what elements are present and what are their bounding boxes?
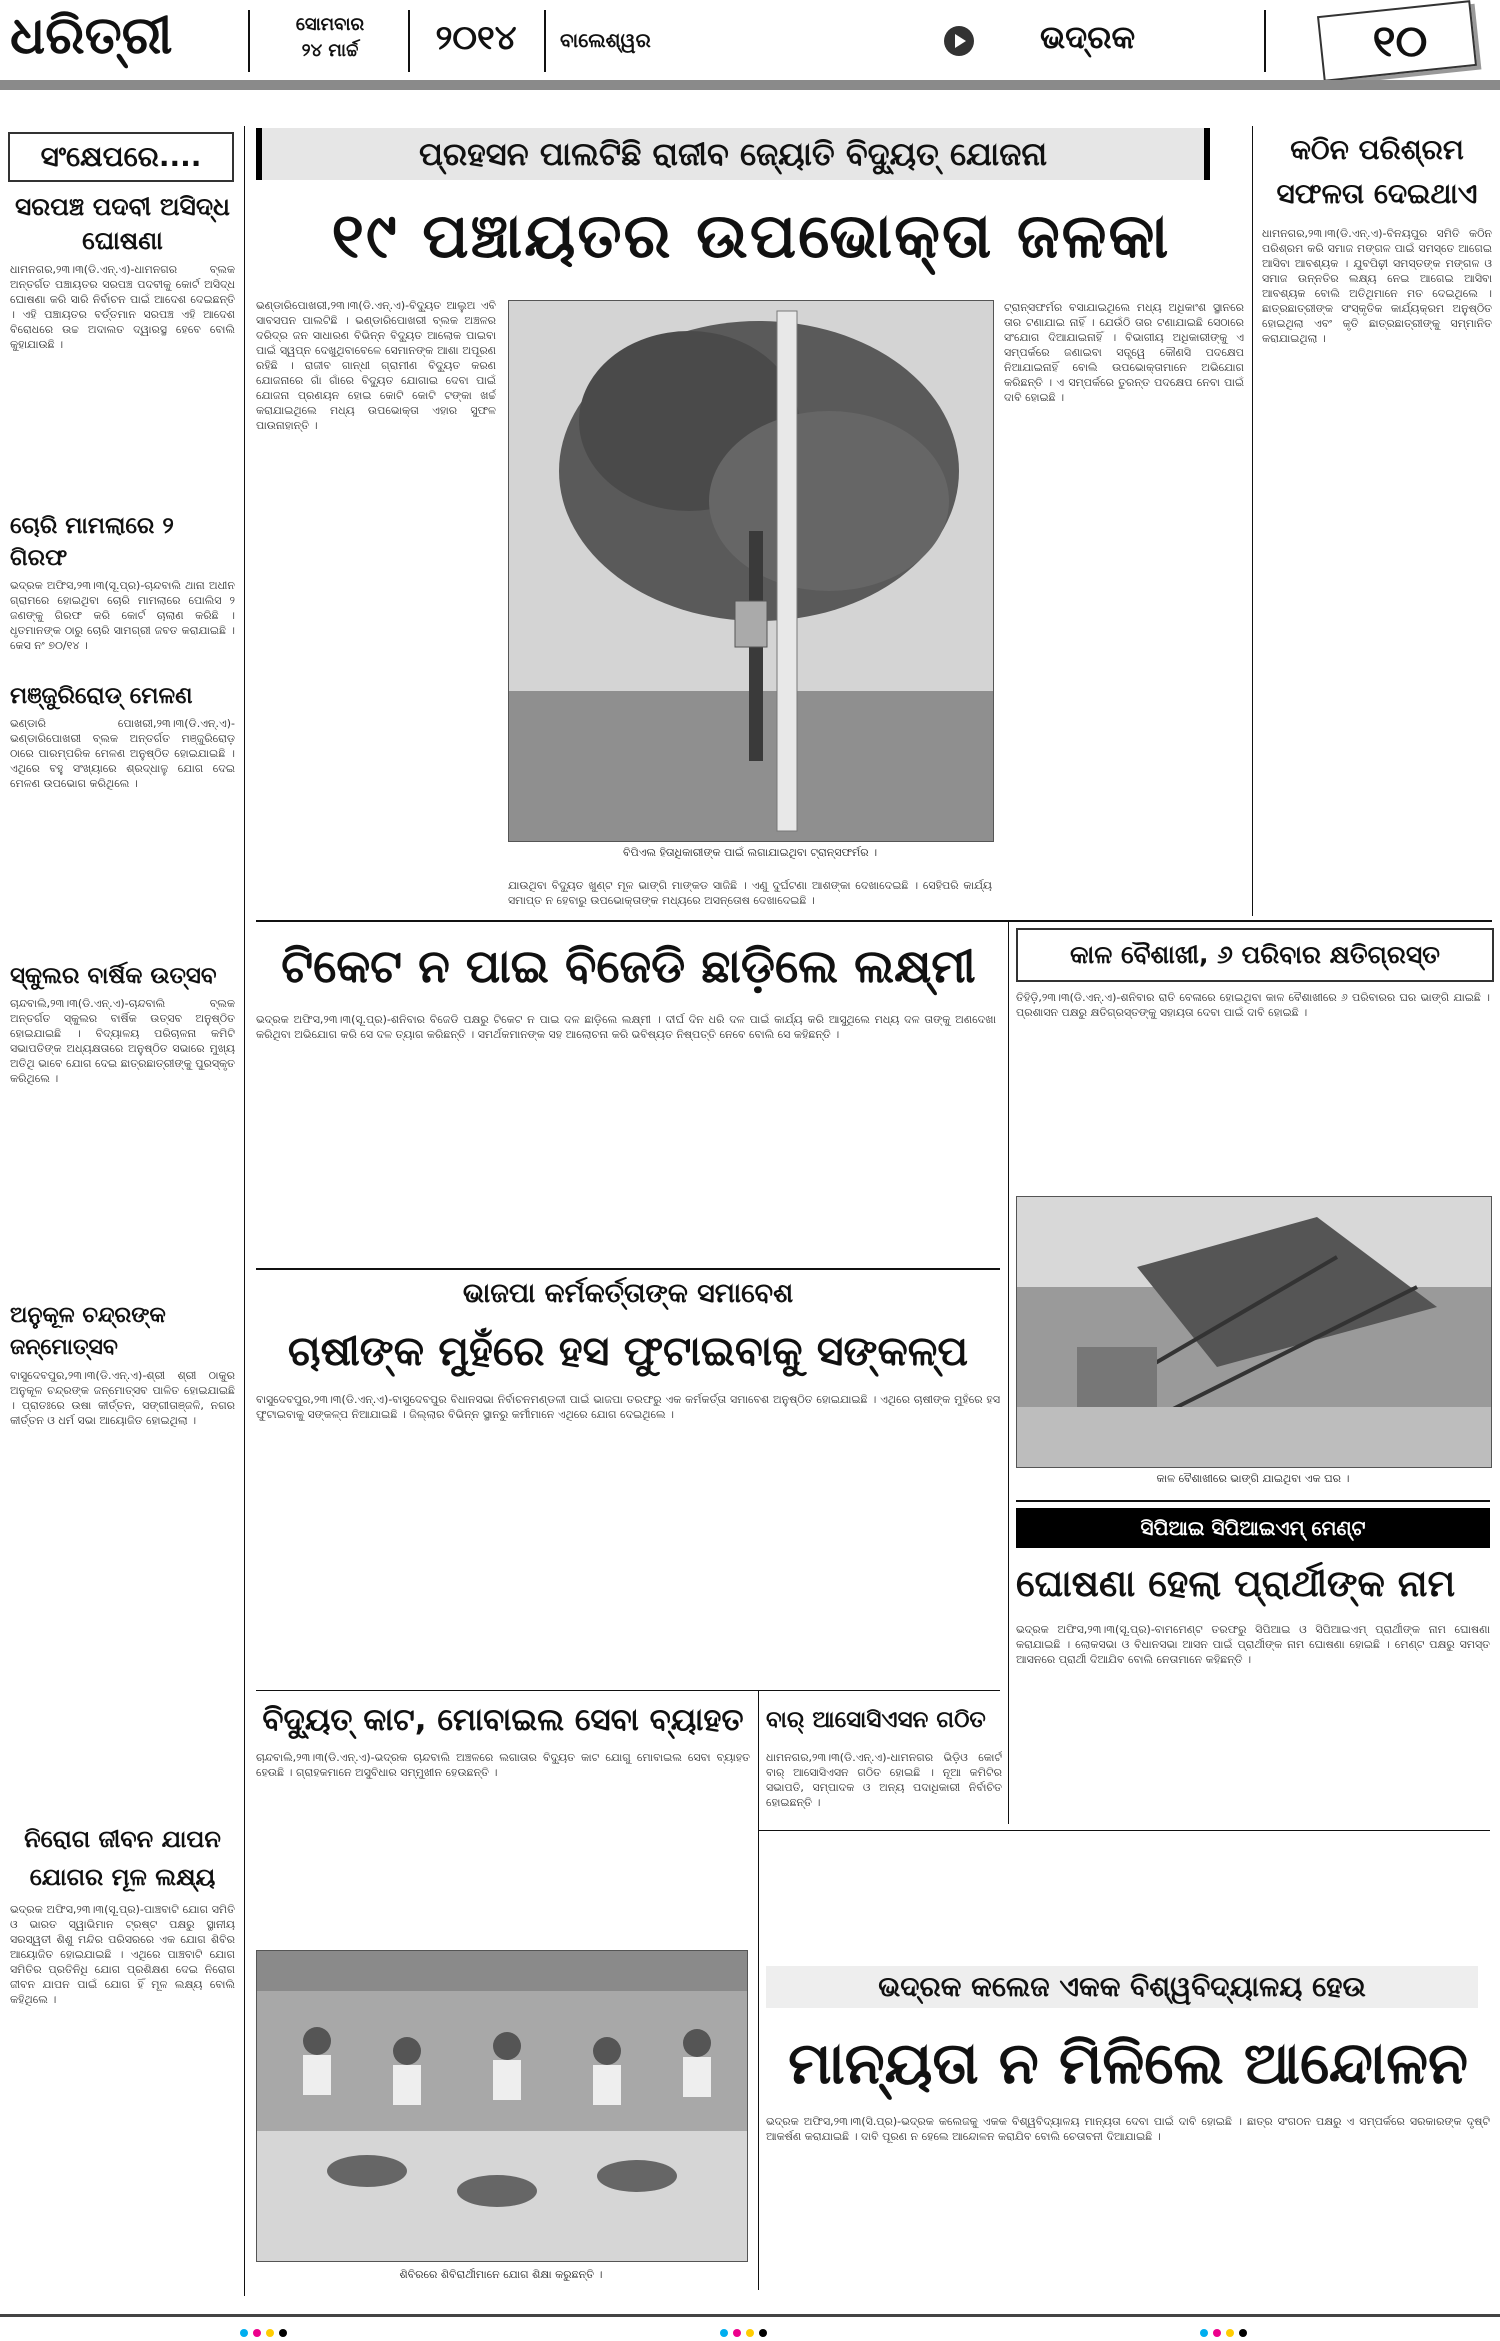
page-number: ୧୦: [1372, 16, 1428, 67]
storm-body: ତିହିଡ଼ି,୨୩।୩(ଡି.ଏନ୍.ଏ)-ଶନିବାର ରାତି ବେଳାରେ ହୋଇଥିବା କାଳ ବୈଶାଖୀରେ ୬ ପରିବାରର ଘର ଭାଙ୍ଗି ଯାଇଛି । ପ୍ରଶାସନ ପକ୍ଷରୁ କ୍ଷତିଗ୍ରସ୍ତଙ୍କୁ ସହାୟତା ଦେବା ପାଇଁ ଦାବି ହୋଇଛି ।: [1016, 991, 1490, 1019]
masthead-day: ସୋମବାର: [295, 14, 365, 35]
bjp-kicker: ଭାଜପା କର୍ମକର୍ତ୍ତାଙ୍କ ସମାବେଶ: [462, 1278, 794, 1309]
tree-electric-pole-illustration: [509, 301, 993, 841]
brief-item: [10, 1820, 235, 2282]
right-top-headline: କଠିନ ପରିଶ୍ରମ ସଫଳତା ଦେଇଥାଏ: [1276, 133, 1478, 210]
storm-headline: କାଳ ବୈଶାଖୀ, ୬ ପରିବାର କ୍ଷତିଗ୍ରସ୍ତ: [1016, 928, 1494, 982]
cpi-headline: ଘୋଷଣା ହେଲା ପ୍ରାର୍ଥୀଙ୍କ ନାମ: [1016, 1562, 1456, 1605]
masthead-edition: ବାଲେଶ୍ୱର: [560, 28, 651, 52]
masthead: [0, 0, 1500, 82]
masthead-section: ଭଦ୍ରକ: [1040, 18, 1136, 56]
brief-title: ଅନୁକୂଳ ଚନ୍ଦ୍ରଙ୍କ ଜନ୍ମୋତ୍ସବ: [10, 1303, 166, 1360]
lead-photo: [508, 300, 994, 842]
registration-mark: [720, 2322, 767, 2341]
bar-body: ଧାମନଗର,୨୩।୩(ଡି.ଏନ୍.ଏ)-ଧାମନଗର ଭିଡ଼ିଓ କୋର୍ଟ ବାର୍ ଆସୋସିଏସନ ଗଠିତ ହୋଇଛି । ନୂଆ କମିଟିର ସଭାପତି, ସମ୍ପାଦକ ଓ ଅନ୍ୟ ପଦାଧିକାରୀ ନିର୍ବାଚିତ ହୋଇଛନ୍ତି ।: [766, 1751, 1002, 1809]
yoga-camp-illustration: [257, 1951, 747, 2261]
brief-title: ନିରୋଗ ଜୀବନ ଯାପନ ଯୋଗର ମୂଳ ଲକ୍ଷ୍ୟ: [24, 1825, 221, 1891]
bjp-headline: ଚାଷୀଙ୍କ ମୁହଁରେ ହସ ଫୁଟାଇବାକୁ ସଙ୍କଳ୍ପ: [287, 1327, 969, 1375]
storm-photo: [1016, 1196, 1492, 1468]
brief-body: ଭଣ୍ଡାରି ପୋଖରୀ,୨୩।୩(ଡି.ଏନ୍.ଏ)-ଭଣ୍ଡାରିପୋଖରୀ ବ୍ଲକ ଅନ୍ତର୍ଗତ ମଞ୍ଜୁରିରୋଡ଼ ଠାରେ ପାରମ୍ପରିକ ମେଳଣ ଅନୁଷ୍ଠିତ ହୋଇଯାଇଛି । ଏଥିରେ ବହୁ ସଂଖ୍ୟାରେ ଶ୍ରଦ୍ଧାଳୁ ଯୋଗ ଦେଇ ମେଳଣ ଉପଭୋଗ କରିଥିଲେ ।: [10, 717, 235, 790]
power-body: ଚାନ୍ଦବାଲି,୨୩।୩(ଡି.ଏନ୍.ଏ)-ଭଦ୍ରକ ଚାନ୍ଦବାଲି ଅଞ୍ଚଳରେ ଲଗାତାର ବିଦ୍ୟୁତ କାଟ ଯୋଗୁ ମୋବାଇଲ ସେବା ବ୍ୟାହତ ହେଉଛି । ଗ୍ରାହକମାନେ ଅସୁବିଧାର ସମ୍ମୁଖୀନ ହେଉଛନ୍ତି ।: [256, 1751, 750, 1779]
bar-headline: ବାର୍ ଆସୋସିଏସନ ଗଠିତ: [766, 1707, 986, 1733]
yoga-photo: [256, 1950, 748, 2262]
power-headline: ବିଦ୍ୟୁତ୍ କାଟ, ମୋବାଇଲ ସେବା ବ୍ୟାହତ: [262, 1702, 744, 1738]
registration-mark: [240, 2322, 287, 2341]
brief-body: ବାସୁଦେବପୁର,୨୩।୩(ଡି.ଏନ୍.ଏ)-ଶ୍ରୀ ଶ୍ରୀ ଠାକୁର ଅନୁକୂଳ ଚନ୍ଦ୍ରଙ୍କ ଜନ୍ମୋତ୍ସବ ପାଳିତ ହୋଇଯାଇଛି । ପ୍ରାତଃରେ ଉଷା କୀର୍ତ୍ତନ, ସଙ୍ଗୀତାଞ୍ଜଳି, ନଗର କୀର୍ତ୍ତନ ଓ ଧର୍ମ ସଭା ଆୟୋଜିତ ହୋଇଥିଲା ।: [10, 1369, 235, 1427]
lead-headline: ୧୯ ପଞ୍ଚାୟତର ଉପଭୋକ୍ତା ଜଳକା: [331, 199, 1171, 272]
lead-col-1: ଭଣ୍ଡାରିପୋଖରୀ,୨୩।୩(ଡି.ଏନ୍.ଏ)-ବିଦ୍ୟୁତ ଆଲୁଅ ଏବି ସାବସପନ ପାଲଟିଛି । ଭଣ୍ଡାରିପୋଖରୀ ବ୍ଲକ ଅଞ୍ଚଳର ଦରିଦ୍ର ଜନ ସାଧାରଣ ବିଭିନ୍ନ ବିଦ୍ୟୁତ ଆଲୋକ ପାଇବା ପାଇଁ ସ୍ୱପ୍ନ ଦେଖୁଥିବାବେଳେ ସେମାନଙ୍କ ଆଶା ଅପୂରଣ ରହିଛି । ରାଜୀବ ଗାନ୍ଧୀ ଗ୍ରାମୀଣ ବିଦ୍ୟୁତ କରଣ ଯୋଜନାରେ ଗାଁ ଗାଁରେ ବିଦ୍ୟୁତ ଯୋଗାଇ ଦେବା ପାଇଁ ଯୋଜନା ପ୍ରଣୟନ ହୋଇ କୋଟି କୋଟି ଟଙ୍କା ଖର୍ଚ୍ଚ କରାଯାଇଥିଲେ ମଧ୍ୟ ଉପଭୋକ୍ତା ଏହାର ସୁଫଳ ପାଉନାହାନ୍ତି ।: [256, 299, 496, 432]
brief-title: ସ୍କୁଲର ବାର୍ଷିକ ଉତ୍ସବ: [10, 963, 217, 989]
brief-title: ସରପଞ୍ଚ ପଦବୀ ଅସିଦ୍ଧ ଘୋଷଣା: [15, 192, 230, 255]
right-top-body: ଧାମନଗର,୨୩।୩(ଡି.ଏନ୍.ଏ)-ବିନୟପୁର ସମିତି କଠିନ ପରିଶ୍ରମ କରି ସମାଜ ମଙ୍ଗଳ ପାଇଁ ସମସ୍ତେ ଆଗେଇ ଆସିବା ଆବଶ୍ୟକ । ଯୁବପିଢ଼ୀ ସମସ୍ତଙ୍କ ମଙ୍ଗଳ ଓ ସମାଜ ଉନ୍ନତିର ଲକ୍ଷ୍ୟ ନେଇ ଆଗେଇ ଆସିବା ଆବଶ୍ୟକ ବୋଲି ଅତିଥିମାନେ ମତ ଦେଇଥିଲେ । ଛାତ୍ରଛାତ୍ରୀଙ୍କ ସଂସ୍କୃତିକ କାର୍ଯ୍ୟକ୍ରମ ଅନୁଷ୍ଠିତ ହୋଇଥିଲା ଏବଂ କୃତି ଛାତ୍ରଛାତ୍ରୀଙ୍କୁ ସମ୍ମାନିତ କରାଯାଇଥିଲା ।: [1262, 227, 1492, 345]
lead-photo-caption: ବିପିଏଲ ହିତାଧିକାରୀଙ୍କ ପାଇଁ ଲଗାଯାଇଥିବା ଟ୍ରାନ୍ସଫର୍ମର ।: [622, 846, 878, 859]
brief-body: ଧାମନଗର,୨୩।୩(ଡି.ଏନ୍.ଏ)-ଧାମନଗର ବ୍ଲକ ଅନ୍ତର୍ଗତ ପଞ୍ଚାୟତର ସରପଞ୍ଚ ପଦବୀକୁ କୋର୍ଟ ଅସିଦ୍ଧ ଘୋଷଣା କରି ସାରି ନିର୍ବାଚନ ପାଇଁ ଆଦେଶ ଦେଇଛନ୍ତି । ଏହି ପଞ୍ଚାୟତର ବର୍ତ୍ତମାନ ସରପଞ୍ଚ ଏହି ଆଦେଶ ବିରୋଧରେ ଉଚ୍ଚ ଅଦାଲତ ଦ୍ୱାରସ୍ଥ ହେବେ ବୋଲି କୁହାଯାଉଛି ।: [10, 263, 235, 351]
ticket-headline: ଟିକେଟ ନ ପାଇ ବିଜେଡି ଛାଡ଼ିଲେ ଲକ୍ଷ୍ମୀ: [281, 939, 976, 993]
brief-item: [10, 960, 235, 1286]
lead-kicker: ପ୍ରହସନ ପାଲଟିଛି ରାଜୀବ ଜ୍ୟୋତି ବିଦ୍ୟୁତ୍ ଯୋଜନା: [256, 128, 1210, 180]
brief-header: ସଂକ୍ଷେପରେ....: [8, 132, 234, 182]
registration-mark: [1200, 2322, 1247, 2341]
brief-item: [10, 190, 235, 452]
brief-list: [10, 190, 235, 2300]
collapsed-house-illustration: [1017, 1197, 1491, 1467]
brief-title: ଚୋରି ମାମଲାରେ ୨ ଗିରଫ: [10, 513, 174, 571]
masthead-year: ୨୦୧୪: [435, 18, 517, 58]
college-body: ଭଦ୍ରକ ଅଫିସ,୨୩।୩(ସି.ପ୍ର)-ଭଦ୍ରକ କଲେଜକୁ ଏକକ ବିଶ୍ୱବିଦ୍ୟାଳୟ ମାନ୍ୟତା ଦେବା ପାଇଁ ଦାବି ହୋଇଛି । ଛାତ୍ର ସଂଗଠନ ପକ୍ଷରୁ ଏ ସମ୍ପର୍କରେ ସରକାରଙ୍କ ଦୃଷ୍ଟି ଆକର୍ଷଣ କରାଯାଇଛି । ଦାବି ପୂରଣ ନ ହେଲେ ଆନ୍ଦୋଳନ କରାଯିବ ବୋଲି ଚେତାବନୀ ଦିଆଯାଇଛି ।: [766, 2115, 1490, 2143]
brief-body: ଚାନ୍ଦବାଲି,୨୩।୩(ଡି.ଏନ୍.ଏ)-ଚାନ୍ଦବାଲି ବ୍ଲକ ଅନ୍ତର୍ଗତ ସ୍କୁଲର ବାର୍ଷିକ ଉତ୍ସବ ଅନୁଷ୍ଠିତ ହୋଇଯାଇଛି । ବିଦ୍ୟାଳୟ ପରିଚାଳନା କମିଟି ସଭାପତିଙ୍କ ଅଧ୍ୟକ୍ଷତାରେ ଅନୁଷ୍ଠିତ ସଭାରେ ମୁଖ୍ୟ ଅତିଥି ଭାବେ ଯୋଗ ଦେଇ ଛାତ୍ରଛାତ୍ରୀଙ୍କୁ ପୁରସ୍କୃତ କରିଥିଲେ ।: [10, 997, 235, 1085]
college-kicker: ଭଦ୍ରକ କଲେଜ ଏକକ ବିଶ୍ୱବିଦ୍ୟାଳୟ ହେଉ: [766, 1966, 1478, 2008]
lead-col-3: ଟ୍ରାନ୍ସଫର୍ମର ବସାଯାଇଥିଲେ ମଧ୍ୟ ଅଧିକାଂଶ ସ୍ଥାନରେ ତାର ଟଣାଯାଇ ନାହିଁ । ଯେଉଁଠି ତାର ଟଣାଯାଇଛି ସେଠାରେ ସଂଯୋଗ ଦିଆଯାଇନାହିଁ । ବିଭାଗୀୟ ଅଧିକାରୀଙ୍କୁ ଏ ସମ୍ପର୍କରେ ଜଣାଇବା ସତ୍ତ୍ୱେ କୌଣସି ପଦକ୍ଷେପ ନିଆଯାଇନାହିଁ ବୋଲି ଉପଭୋକ୍ତାମାନେ ଅଭିଯୋଗ କରିଛନ୍ତି । ଏ ସମ୍ପର୍କରେ ତୁରନ୍ତ ପଦକ୍ଷେପ ନେବା ପାଇଁ ଦାବି ହୋଇଛି ।: [1004, 301, 1244, 404]
footer-strip: [0, 2300, 1500, 2337]
college-headline: ମାନ୍ୟତା ନ ମିଳିଲେ ଆନ୍ଦୋଳନ: [788, 2029, 1468, 2097]
brief-body: ଭଦ୍ରକ ଅଫିସ,୨୩।୩(ସୂ.ପ୍ର)-ପାଞ୍ଚବାଟି ଯୋଗ ସମିତି ଓ ଭାରତ ସ୍ୱାଭିମାନ ଟ୍ରଷ୍ଟ ପକ୍ଷରୁ ସ୍ଥାନୀୟ ସରସ୍ୱତୀ ଶିଶୁ ମନ୍ଦିର ପରିସରରେ ଏକ ଯୋଗ ଶିବିର ଆୟୋଜିତ ହୋଇଯାଇଛି । ଏଥିରେ ପାଞ୍ଚବାଟି ଯୋଗ ସମିତିର ପ୍ରତିନିଧି ଯୋଗ ପ୍ରଶିକ୍ଷଣ ଦେଇ ନିରୋଗ ଜୀବନ ଯାପନ ପାଇଁ ଯୋଗ ହିଁ ମୂଳ ଲକ୍ଷ୍ୟ ବୋଲି କହିଥିଲେ ।: [10, 1903, 235, 2006]
ticket-body: ଭଦ୍ରକ ଅଫିସ,୨୩।୩(ସୂ.ପ୍ର)-ଶନିବାର ବିଜେଡି ପକ୍ଷରୁ ଟିକେଟ ନ ପାଇ ଦଳ ଛାଡ଼ିଲେ ଲକ୍ଷ୍ମୀ । ଦୀର୍ଘ ଦିନ ଧରି ଦଳ ପାଇଁ କାର୍ଯ୍ୟ କରି ଆସୁଥିଲେ ମଧ୍ୟ ଦଳ ତାଙ୍କୁ ଅଣଦେଖା କରିଥିବା ଅଭିଯୋଗ କରି ସେ ଦଳ ତ୍ୟାଗ କରିଛନ୍ତି । ସମର୍ଥକମାନଙ୍କ ସହ ଆଲୋଚନା କରି ଭବିଷ୍ୟତ ନିଷ୍ପତ୍ତି ନେବେ ବୋଲି ସେ କହିଛନ୍ତି ।: [256, 1013, 996, 1041]
storm-photo-caption: କାଳ ବୈଶାଖୀରେ ଭାଙ୍ଗି ଯାଇଥିବା ଏକ ଘର ।: [1156, 1472, 1350, 1485]
masthead-logo: ଧରିତ୍ରୀ: [10, 5, 173, 66]
cpi-body: ଭଦ୍ରକ ଅଫିସ,୨୩।୩(ସୂ.ପ୍ର)-ବାମମେଣ୍ଟ ତରଫରୁ ସିପିଆଇ ଓ ସିପିଆଇଏମ୍ ପ୍ରାର୍ଥୀଙ୍କ ନାମ ଘୋଷଣା କରାଯାଇଛି । ଲୋକସଭା ଓ ବିଧାନସଭା ଆସନ ପାଇଁ ପ୍ରାର୍ଥୀଙ୍କ ନାମ ଘୋଷଣା ହୋଇଛି । ମେଣ୍ଟ ପକ୍ଷରୁ ସମସ୍ତ ଆସନରେ ପ୍ରାର୍ଥୀ ଦିଆଯିବ ବୋଲି ନେତାମାନେ କହିଛନ୍ତି ।: [1016, 1623, 1490, 1666]
brief-item: [10, 1300, 235, 1848]
yoga-photo-caption: ଶିବିରରେ ଶିବିରାର୍ଥୀମାନେ ଯୋଗ ଶିକ୍ଷା କରୁଛନ୍ତି ।: [399, 2268, 603, 2281]
play-icon: [944, 26, 974, 56]
cpi-kicker: ସିପିଆଇ ସିପିଆଇଏମ୍ ମେଣ୍ଟ: [1016, 1508, 1490, 1548]
masthead-date: ୨୪ ମାର୍ଚ୍ଚ: [301, 40, 359, 61]
brief-body: ଭଦ୍ରକ ଅଫିସ,୨୩।୩(ସୂ.ପ୍ର)-ଚାନ୍ଦବାଲି ଥାନା ଅଧୀନ ଗ୍ରାମରେ ହୋଇଥିବା ଚୋରି ମାମଲାରେ ପୋଲିସ ୨ ଜଣଙ୍କୁ ଗିରଫ କରି କୋର୍ଟ ଚାଲାଣ କରିଛି । ଧୃତମାନଙ୍କ ଠାରୁ ଚୋରି ସାମଗ୍ରୀ ଜବତ କରାଯାଇଛି । କେସ ନଂ ୭୦/୧୪ ।: [10, 579, 235, 652]
lead-bottom-text: ଯାଉଥିବା ବିଦ୍ୟୁତ ଖୁଣ୍ଟ ମୂଳ ଭାଙ୍ଗି ମାଙ୍କଡ ସାଜିଛି । ଏଣୁ ଦୁର୍ଘଟଣା ଆଶଙ୍କା ଦେଖାଦେଇଛି । ସେହିପରି କାର୍ଯ୍ୟ ସମାପ୍ତ ନ ହେବାରୁ ଉପଭୋକ୍ତାଙ୍କ ମଧ୍ୟରେ ଅସନ୍ତୋଷ ଦେଖାଦେଇଛି ।: [508, 879, 992, 907]
brief-title: ମଞ୍ଜୁରିରୋଡ୍ ମେଳଣ: [10, 683, 193, 709]
brief-item: [10, 680, 235, 961]
bjp-body: ବାସୁଦେବପୁର,୨୩।୩(ଡି.ଏନ୍.ଏ)-ବାସୁଦେବପୁର ବିଧାନସଭା ନିର୍ବାଚନମଣ୍ଡଳୀ ପାଇଁ ଭାଜପା ତରଫରୁ ଏକ କର୍ମକର୍ତ୍ତା ସମାବେଶ ଅନୁଷ୍ଠିତ ହୋଇଯାଇଛି । ଏଥିରେ ଚାଷୀଙ୍କ ମୁହଁରେ ହସ ଫୁଟାଇବାକୁ ସଙ୍କଳ୍ପ ନିଆଯାଇଛି । ଜିଲ୍ଲାର ବିଭିନ୍ନ ସ୍ଥାନରୁ କର୍ମୀମାନେ ଏଥିରେ ଯୋଗ ଦେଇଥିଲେ ।: [256, 1393, 1000, 1421]
